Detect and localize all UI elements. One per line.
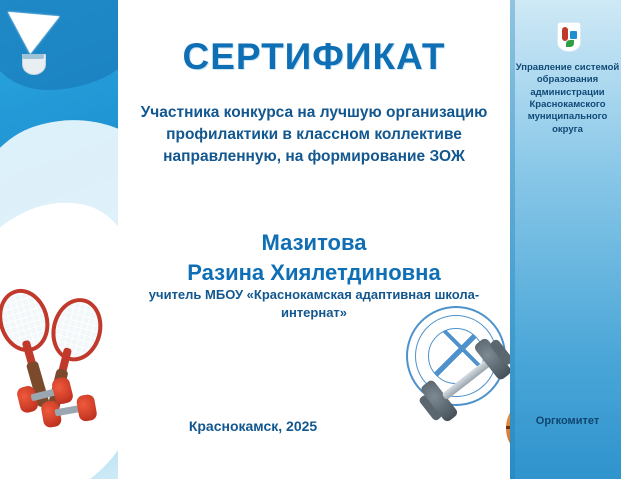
recipient-role: учитель МБОУ «Краснокамская адаптивная школа-интернат» [148,287,480,321]
certificate-title: СЕРТИФИКАТ [182,36,446,77]
emblem-leaf [566,40,574,47]
shuttlecock-cork-band [22,54,44,59]
emblem-bear [562,27,568,41]
shuttlecock-icon [6,14,66,76]
certificate-subtitle: Участника конкурса на лучшую организацию профилактики в классном коллективе направленную, на формирование ЗОЖ [140,104,488,165]
left-decorative-band [0,0,118,479]
recipient-surname: Мазитова [261,230,367,255]
shuttlecock-feathers [4,12,59,56]
issuing-organization: Управление системой образования администрации Краснокамского муниципального округа [515,62,620,135]
right-info-panel [510,0,621,479]
organizing-committee-label: Оргкомитет [535,415,600,427]
certificate-body [118,0,510,479]
place-and-date: Краснокамск, 2025 [188,418,318,434]
recipient-given-name: Разина Хиялетдиновна [187,259,441,285]
emblem-book [570,31,577,39]
coat-of-arms-icon [557,22,581,52]
recipient-name [138,228,490,287]
barbell-bar [441,360,490,401]
